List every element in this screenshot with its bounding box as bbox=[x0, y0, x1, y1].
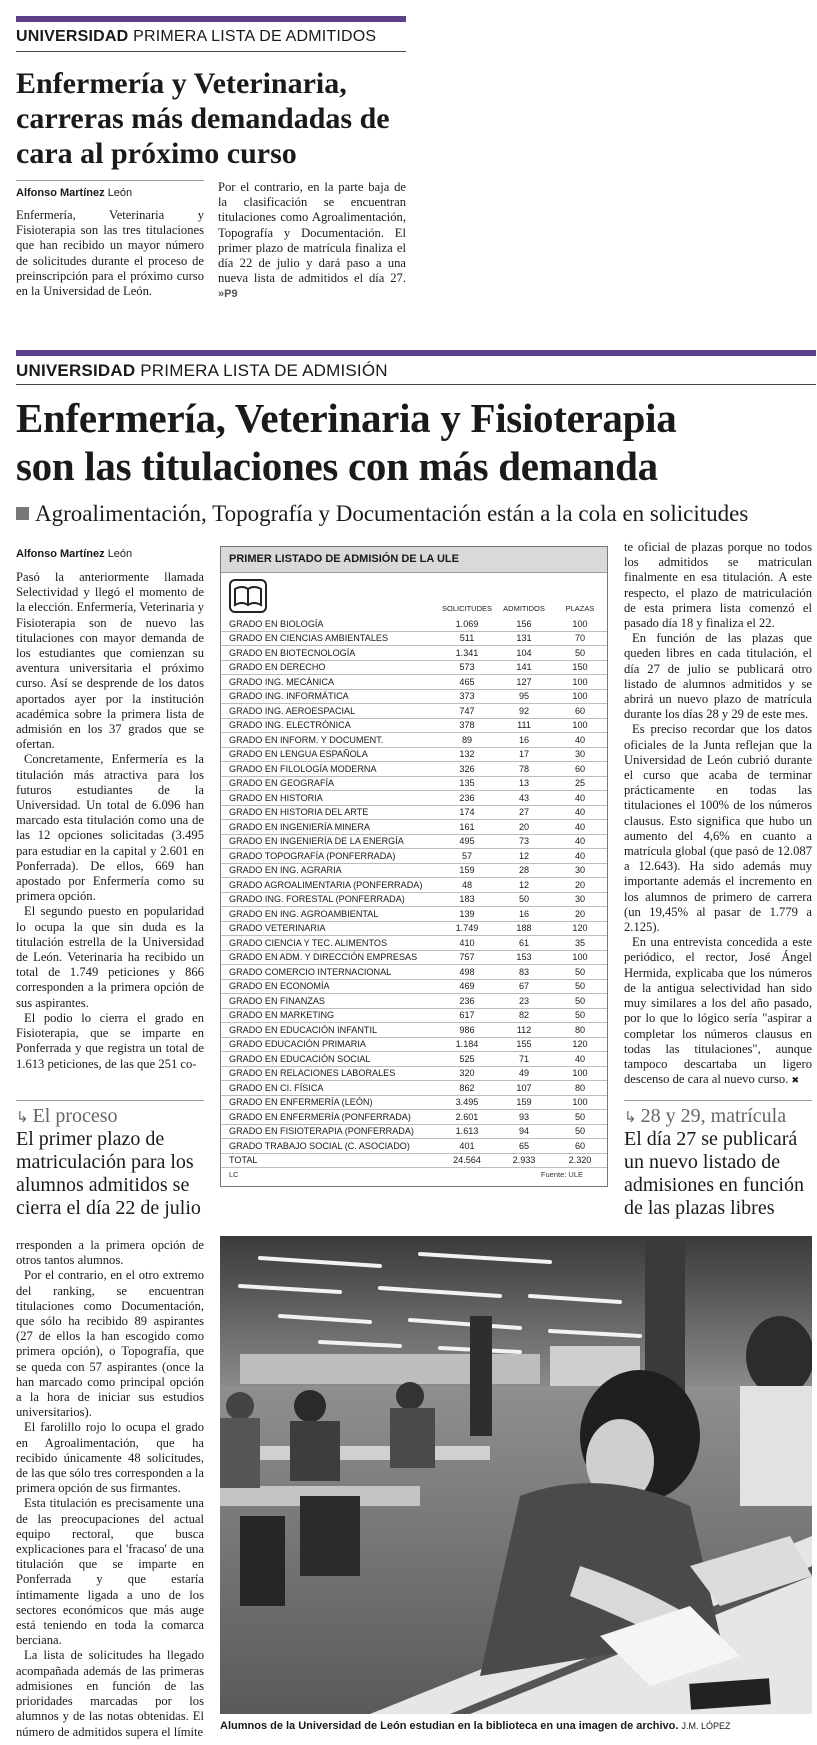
table-row bbox=[221, 979, 607, 994]
plazas-value: 40 bbox=[553, 733, 607, 748]
degree-name: GRADO EN ING. AGROAMBIENTAL bbox=[221, 907, 439, 922]
solicitudes-value: 183 bbox=[439, 892, 495, 907]
main-col3-p1: te oficial de plazas porque no todos los admitidos se matriculan finalmente en esa titulación. A este respecto, el plazo de matriculación de esta primera lista comenzó el pasado día 18 y finaliza el 22. bbox=[624, 540, 812, 631]
admitidos-value: 155 bbox=[495, 1037, 553, 1052]
end-mark: ✖ bbox=[791, 1075, 800, 1086]
top-headline: Enfermería y Veterinaria, carreras más demandadas de cara al próximo curso bbox=[16, 67, 390, 170]
degree-name: GRADO ING. INFORMÁTICA bbox=[221, 689, 439, 704]
plazas-value: 100 bbox=[553, 675, 607, 690]
table-row bbox=[221, 1139, 607, 1154]
table-row bbox=[221, 660, 607, 675]
table-row bbox=[221, 965, 607, 980]
main-col1b-p3: El farolillo rojo lo ocupa el grado en Agroalimentación, que ha recibido únicamente 48 solicitudes, de las que sólo tres corresponden a la primera opción de sus firmantes. bbox=[16, 1420, 204, 1496]
admitidos-value: 23 bbox=[495, 994, 553, 1009]
plazas-value: 50 bbox=[553, 1008, 607, 1023]
solicitudes-value: 1.341 bbox=[439, 646, 495, 661]
table-row bbox=[221, 762, 607, 777]
main-byline bbox=[16, 548, 132, 560]
degree-name: GRADO EN FISIOTERAPIA (PONFERRADA) bbox=[221, 1124, 439, 1139]
degree-name: GRADO ING. ELECTRÓNICA bbox=[221, 718, 439, 733]
admitidos-value: 28 bbox=[495, 863, 553, 878]
main-kicker-rule bbox=[16, 384, 816, 385]
main-subhead-text: Agroalimentación, Topografía y Documentación están a la cola en solicitudes bbox=[35, 501, 749, 526]
arrow-return-icon: ↳ bbox=[16, 1108, 29, 1126]
plazas-value: 50 bbox=[553, 994, 607, 1009]
photo-credit: J.M. LÓPEZ bbox=[681, 1721, 731, 1731]
admitidos-value: 71 bbox=[495, 1052, 553, 1067]
solicitudes-value: 3.495 bbox=[439, 1095, 495, 1110]
admitidos-value: 153 bbox=[495, 950, 553, 965]
plazas-value: 100 bbox=[553, 950, 607, 965]
main-col3-p4: En una entrevista concedida a este periódico, el rector, José Ángel Hermida, explicaba que los números de la antigua selectividad han sido muy similares a los del año pasado, por lo que lo lógico sería "aspirar a completar los números clausus en todas las titulaciones", aunque tampoco descartaba un ligero descenso de cara al nuevo curso. bbox=[624, 935, 812, 1087]
table-row bbox=[221, 878, 607, 893]
plazas-value: 40 bbox=[553, 834, 607, 849]
degree-name: GRADO EN FINANZAS bbox=[221, 994, 439, 1009]
degree-name: GRADO EN ADM. Y DIRECCIÓN EMPRESAS bbox=[221, 950, 439, 965]
pull-quote-right bbox=[624, 1100, 812, 1220]
main-col3-p3: Es preciso recordar que los datos oficiales de la Junta reflejan que la Universidad de León cubrió durante el curso que acaba de terminar prácticamente en todas las titulaciones el 100% de los números clausus. Esto significa que hubo un aumento del 4,6% en cuanto a matrícula global (que pasó de 12.087 a 12.643). Ha sido además muy importante además el incremento en los alumnos de primero de carrera (un 19,45% al pasar de 1.779 a 2.125). bbox=[624, 722, 812, 935]
table-row bbox=[221, 1095, 607, 1110]
solicitudes-value: 401 bbox=[439, 1139, 495, 1154]
plazas-value: 150 bbox=[553, 660, 607, 675]
main-col1-p4: El podio lo cierra el grado en Fisioterapia, que se imparte en Ponferrada y que registra un total de 1.613 peticiones, de las que 251 co- bbox=[16, 1010, 204, 1071]
degree-name: GRADO EN BIOTECNOLOGÍA bbox=[221, 646, 439, 661]
solicitudes-value: 1.613 bbox=[439, 1124, 495, 1139]
solicitudes-value: 320 bbox=[439, 1066, 495, 1081]
plazas-value: 80 bbox=[553, 1081, 607, 1096]
subhead-bullet bbox=[16, 507, 29, 520]
degree-name: GRADO TOPOGRAFÍA (PONFERRADA) bbox=[221, 849, 439, 864]
solicitudes-value: 862 bbox=[439, 1081, 495, 1096]
main-col1-p3: El segundo puesto en popularidad lo ocupa la que sin duda es la titulación estrella de la Universidad de León. Veterinaria ha recibido un total de 1.749 peticiones y 866 corresponden a la primera opción de sus aspirantes. bbox=[16, 904, 204, 1010]
table-row bbox=[221, 689, 607, 704]
table-source: Fuente: ULE bbox=[540, 1170, 583, 1179]
degree-name: GRADO EN FILOLOGÍA MODERNA bbox=[221, 762, 439, 777]
plazas-value: 80 bbox=[553, 1023, 607, 1038]
solicitudes-value: 89 bbox=[439, 733, 495, 748]
table-row bbox=[221, 1066, 607, 1081]
admitidos-value: 159 bbox=[495, 1095, 553, 1110]
col-admitidos: ADMITIDOS bbox=[503, 604, 545, 613]
total-plazas: 2.320 bbox=[553, 1153, 607, 1168]
solicitudes-value: 236 bbox=[439, 994, 495, 1009]
main-col1b-p5: La lista de solicitudes ha llegado acompañada además de las primeras admisiones en función de las prioridades marcadas por los alumnos y de las notas obtenidas. El número de admitidos supera el límite bbox=[16, 1648, 204, 1739]
solicitudes-value: 525 bbox=[439, 1052, 495, 1067]
top-city: León bbox=[107, 187, 133, 199]
plazas-value: 40 bbox=[553, 849, 607, 864]
plazas-value: 35 bbox=[553, 936, 607, 951]
plazas-value: 50 bbox=[553, 965, 607, 980]
solicitudes-value: 511 bbox=[439, 631, 495, 646]
admitidos-value: 111 bbox=[495, 718, 553, 733]
table-row bbox=[221, 1008, 607, 1023]
solicitudes-value: 135 bbox=[439, 776, 495, 791]
table-row bbox=[221, 776, 607, 791]
main-section-name: UNIVERSIDAD bbox=[16, 361, 136, 380]
pull-right-kicker: 28 y 29, matrícula bbox=[640, 1105, 787, 1127]
top-author: Alfonso Martínez bbox=[16, 187, 105, 199]
top-col2-text: Por el contrario, en la parte baja de la clasificación se encuentran titulaciones como Agroalimentación, Topografía y Documentación. El primer plazo de matrícula finaliza el día 22 de julio y dará paso a una nueva lista de admitidos el día 27. bbox=[218, 180, 406, 286]
solicitudes-value: 573 bbox=[439, 660, 495, 675]
main-col1b-p4: Esta titulación es precisamente una de las preocupaciones del actual equipo rectoral, que busca explicaciones para el 'fracaso' de una titulación que se imparte en Ponferrada y que estaría íntimamente ligada a uno de los sectores económicos que más auge está teniendo en toda la comarca berciana. bbox=[16, 1496, 204, 1648]
table-row bbox=[221, 718, 607, 733]
table-body bbox=[221, 617, 607, 1168]
admitidos-value: 49 bbox=[495, 1066, 553, 1081]
admitidos-value: 13 bbox=[495, 776, 553, 791]
library-photo-illustration bbox=[220, 1236, 812, 1714]
table-row bbox=[221, 1110, 607, 1125]
main-section-sub: PRIMERA LISTA DE ADMISIÓN bbox=[140, 361, 388, 380]
admitidos-value: 50 bbox=[495, 892, 553, 907]
plazas-value: 40 bbox=[553, 805, 607, 820]
degree-name: GRADO EN EDUCACIÓN INFANTIL bbox=[221, 1023, 439, 1038]
admitidos-value: 67 bbox=[495, 979, 553, 994]
admitidos-value: 127 bbox=[495, 675, 553, 690]
col-plazas: PLAZAS bbox=[565, 604, 595, 613]
admitidos-value: 92 bbox=[495, 704, 553, 719]
degree-name: GRADO EN BIOLOGÍA bbox=[221, 617, 439, 631]
plazas-value: 60 bbox=[553, 762, 607, 777]
pull-left-kicker: El proceso bbox=[32, 1105, 118, 1127]
table-row bbox=[221, 1023, 607, 1038]
admitidos-value: 82 bbox=[495, 1008, 553, 1023]
top-section-name: UNIVERSIDAD bbox=[16, 28, 129, 45]
top-byline bbox=[16, 187, 132, 199]
degree-name: GRADO EN ENFERMERÍA (PONFERRADA) bbox=[221, 1110, 439, 1125]
admitidos-value: 104 bbox=[495, 646, 553, 661]
table-row bbox=[221, 631, 607, 646]
table-row bbox=[221, 805, 607, 820]
solicitudes-value: 139 bbox=[439, 907, 495, 922]
main-city: León bbox=[107, 548, 133, 560]
admitidos-value: 141 bbox=[495, 660, 553, 675]
degree-name: GRADO ING. MECÁNICA bbox=[221, 675, 439, 690]
table-row bbox=[221, 849, 607, 864]
admitidos-value: 73 bbox=[495, 834, 553, 849]
top-section-kicker bbox=[16, 28, 376, 46]
admitidos-value: 43 bbox=[495, 791, 553, 806]
library-photo bbox=[220, 1236, 812, 1714]
arrow-return-icon: ↳ bbox=[624, 1108, 637, 1126]
table-credit: LC bbox=[229, 1170, 239, 1179]
admission-table bbox=[220, 546, 608, 1187]
admitidos-value: 94 bbox=[495, 1124, 553, 1139]
plazas-value: 50 bbox=[553, 1110, 607, 1125]
table-row bbox=[221, 1124, 607, 1139]
table-row bbox=[221, 733, 607, 748]
table-row bbox=[221, 907, 607, 922]
solicitudes-value: 378 bbox=[439, 718, 495, 733]
main-col3-p2: En función de las plazas que queden libres en cada titulación, el día 27 de julio se publicará otro listado de alumnos admitidos y se abrirá un nuevo plazo de matrícula durante los días 28 y 29 de este mes. bbox=[624, 631, 812, 722]
solicitudes-value: 159 bbox=[439, 863, 495, 878]
table-total-row bbox=[221, 1153, 607, 1168]
table-row bbox=[221, 834, 607, 849]
plazas-value: 25 bbox=[553, 776, 607, 791]
total-admitidos: 2.933 bbox=[495, 1153, 553, 1168]
solicitudes-value: 757 bbox=[439, 950, 495, 965]
plazas-value: 100 bbox=[553, 689, 607, 704]
table-row bbox=[221, 820, 607, 835]
admitidos-value: 17 bbox=[495, 747, 553, 762]
admitidos-value: 12 bbox=[495, 849, 553, 864]
table-row bbox=[221, 646, 607, 661]
degree-name: GRADO EN CIENCIAS AMBIENTALES bbox=[221, 631, 439, 646]
admitidos-value: 112 bbox=[495, 1023, 553, 1038]
total-solicitudes: 24.564 bbox=[439, 1153, 495, 1168]
solicitudes-value: 498 bbox=[439, 965, 495, 980]
degree-name: GRADO COMERCIO INTERNACIONAL bbox=[221, 965, 439, 980]
admitidos-value: 65 bbox=[495, 1139, 553, 1154]
main-col1b bbox=[16, 1238, 204, 1740]
plazas-value: 60 bbox=[553, 704, 607, 719]
main-col1b-p1: rresponden a la primera opción de otros tantos alumnos. bbox=[16, 1238, 204, 1268]
table-row bbox=[221, 994, 607, 1009]
photo-caption bbox=[220, 1720, 731, 1732]
plazas-value: 50 bbox=[553, 979, 607, 994]
degree-name: GRADO EN ENFERMERÍA (LEÓN) bbox=[221, 1095, 439, 1110]
table-header-row bbox=[221, 573, 607, 617]
admitidos-value: 188 bbox=[495, 921, 553, 936]
solicitudes-value: 617 bbox=[439, 1008, 495, 1023]
main-subhead bbox=[16, 500, 748, 528]
solicitudes-value: 174 bbox=[439, 805, 495, 820]
plazas-value: 100 bbox=[553, 617, 607, 631]
top-col1-text: Enfermería, Veterinaria y Fisioterapia son las tres titulaciones que han recibido un mayor número de solicitudes durante el proceso de preinscripción para el próximo curso en la Universidad de León. bbox=[16, 208, 204, 299]
plazas-value: 30 bbox=[553, 892, 607, 907]
top-section-rule bbox=[16, 16, 406, 22]
top-kicker-rule bbox=[16, 51, 406, 52]
degree-name: GRADO EN ING. AGRARIA bbox=[221, 863, 439, 878]
degree-name: GRADO EN CI. FÍSICA bbox=[221, 1081, 439, 1096]
degree-name: GRADO EN INGENIERÍA DE LA ENERGÍA bbox=[221, 834, 439, 849]
solicitudes-value: 1.749 bbox=[439, 921, 495, 936]
main-author: Alfonso Martínez bbox=[16, 548, 105, 560]
admitidos-value: 107 bbox=[495, 1081, 553, 1096]
table-row bbox=[221, 863, 607, 878]
plazas-value: 30 bbox=[553, 747, 607, 762]
admitidos-value: 16 bbox=[495, 733, 553, 748]
page-ref: »P9 bbox=[218, 288, 238, 301]
degree-name: GRADO EN HISTORIA bbox=[221, 791, 439, 806]
plazas-value: 50 bbox=[553, 646, 607, 661]
solicitudes-value: 132 bbox=[439, 747, 495, 762]
solicitudes-value: 465 bbox=[439, 675, 495, 690]
table-row bbox=[221, 747, 607, 762]
plazas-value: 40 bbox=[553, 820, 607, 835]
book-icon bbox=[229, 579, 267, 613]
table-row bbox=[221, 921, 607, 936]
table-row bbox=[221, 791, 607, 806]
plazas-value: 100 bbox=[553, 1066, 607, 1081]
degree-name: GRADO EN ECONOMÍA bbox=[221, 979, 439, 994]
admitidos-value: 83 bbox=[495, 965, 553, 980]
table-row bbox=[221, 1052, 607, 1067]
table-title: PRIMER LISTADO DE ADMISIÓN DE LA ULE bbox=[221, 547, 607, 573]
plazas-value: 20 bbox=[553, 878, 607, 893]
degree-name: GRADO EN RELACIONES LABORALES bbox=[221, 1066, 439, 1081]
degree-name: GRADO AGROALIMENTARIA (PONFERRADA) bbox=[221, 878, 439, 893]
degree-name: GRADO VETERINARIA bbox=[221, 921, 439, 936]
table-row bbox=[221, 675, 607, 690]
plazas-value: 60 bbox=[553, 1139, 607, 1154]
photo-caption-text: Alumnos de la Universidad de León estudian en la biblioteca en una imagen de archivo. bbox=[220, 1720, 679, 1732]
top-col2 bbox=[218, 180, 406, 303]
admitidos-value: 27 bbox=[495, 805, 553, 820]
degree-name: GRADO ING. AEROESPACIAL bbox=[221, 704, 439, 719]
main-col1-p2: Concretamente, Enfermería es la titulación más atractiva para los futuros estudiantes de la Universidad. Un total de 6.096 han marcado esta titulación como una de las 12 opciones solicitadas (3.495 para estudiar en la capital y 2.601 en Ponferrada). De ellos, 669 han apostado por Enfermería como su primera opción. bbox=[16, 752, 204, 904]
plazas-value: 30 bbox=[553, 863, 607, 878]
table-row bbox=[221, 892, 607, 907]
degree-name: GRADO EN INFORM. Y DOCUMENT. bbox=[221, 733, 439, 748]
table-row bbox=[221, 617, 607, 631]
plazas-value: 100 bbox=[553, 718, 607, 733]
table-row bbox=[221, 950, 607, 965]
admitidos-value: 16 bbox=[495, 907, 553, 922]
main-headline-line2: son las titulaciones con más demanda bbox=[16, 443, 658, 489]
main-section-rule bbox=[16, 350, 816, 356]
degree-name: GRADO ING. FORESTAL (PONFERRADA) bbox=[221, 892, 439, 907]
table-row bbox=[221, 1081, 607, 1096]
solicitudes-value: 373 bbox=[439, 689, 495, 704]
main-headline-line1: Enfermería, Veterinaria y Fisioterapia bbox=[16, 395, 677, 441]
main-section-kicker bbox=[16, 361, 388, 381]
plazas-value: 70 bbox=[553, 631, 607, 646]
plazas-value: 50 bbox=[553, 1124, 607, 1139]
col-solicitudes: SOLICITUDES bbox=[441, 604, 492, 613]
solicitudes-value: 1.184 bbox=[439, 1037, 495, 1052]
plazas-value: 20 bbox=[553, 907, 607, 922]
plazas-value: 120 bbox=[553, 1037, 607, 1052]
degree-name: GRADO CIENCIA Y TEC. ALIMENTOS bbox=[221, 936, 439, 951]
main-col1-p1: Pasó la anteriormente llamada Selectividad y llegó el momento de la elección. Enfermería, Veterinaria y Fisioterapia son de nuevo las titulaciones con mayor demanda de los estudiantes que comienzan su aventura universitaria el próximo curso. Así se desprende de los datos aportados ayer por la institución académica sobre la primera lista de admisión en los 37 grados que se ofertan. bbox=[16, 570, 204, 752]
table-row bbox=[221, 704, 607, 719]
plazas-value: 40 bbox=[553, 1052, 607, 1067]
solicitudes-value: 747 bbox=[439, 704, 495, 719]
total-label: TOTAL bbox=[221, 1153, 439, 1168]
table-footer bbox=[221, 1168, 607, 1186]
pull-right-text: El día 27 se publicará un nuevo listado de admisiones en función de las plazas libres bbox=[624, 1128, 804, 1219]
solicitudes-value: 161 bbox=[439, 820, 495, 835]
degree-name: GRADO EN MARKETING bbox=[221, 1008, 439, 1023]
plazas-value: 100 bbox=[553, 1095, 607, 1110]
pull-quote-left bbox=[16, 1100, 204, 1220]
degree-name: GRADO EN LENGUA ESPAÑOLA bbox=[221, 747, 439, 762]
solicitudes-value: 326 bbox=[439, 762, 495, 777]
pull-left-text: El primer plazo de matriculación para los alumnos admitidos se cierra el día 22 de julio bbox=[16, 1128, 201, 1219]
degree-name: GRADO EN GEOGRAFÍA bbox=[221, 776, 439, 791]
plazas-value: 40 bbox=[553, 791, 607, 806]
admitidos-value: 20 bbox=[495, 820, 553, 835]
top-section-sub: PRIMERA LISTA DE ADMITIDOS bbox=[133, 28, 377, 45]
solicitudes-value: 495 bbox=[439, 834, 495, 849]
solicitudes-value: 469 bbox=[439, 979, 495, 994]
top-col1 bbox=[16, 208, 204, 299]
table-row bbox=[221, 1037, 607, 1052]
admitidos-value: 78 bbox=[495, 762, 553, 777]
admitidos-value: 12 bbox=[495, 878, 553, 893]
top-byline-rule bbox=[16, 180, 204, 181]
solicitudes-value: 1.069 bbox=[439, 617, 495, 631]
degree-name: GRADO EDUCACIÓN PRIMARIA bbox=[221, 1037, 439, 1052]
solicitudes-value: 986 bbox=[439, 1023, 495, 1038]
degree-name: GRADO EN DERECHO bbox=[221, 660, 439, 675]
main-col3 bbox=[624, 540, 812, 1088]
degree-name: GRADO EN EDUCACIÓN SOCIAL bbox=[221, 1052, 439, 1067]
solicitudes-value: 2.601 bbox=[439, 1110, 495, 1125]
main-col1 bbox=[16, 570, 204, 1072]
solicitudes-value: 57 bbox=[439, 849, 495, 864]
solicitudes-value: 410 bbox=[439, 936, 495, 951]
admitidos-value: 61 bbox=[495, 936, 553, 951]
admitidos-value: 95 bbox=[495, 689, 553, 704]
table-row bbox=[221, 936, 607, 951]
degree-name: GRADO EN HISTORIA DEL ARTE bbox=[221, 805, 439, 820]
main-col1b-p2: Por el contrario, en el otro extremo del ranking, se encuentran titulaciones como Documentación, que sólo ha recibido 89 aspirantes (27 de ellos la han escogido como primera opción), o Topografía, que se queda con 57 aspirantes (once la han marcado como principal opción a la hora de iniciar sus estudios universitarios). bbox=[16, 1268, 204, 1420]
solicitudes-value: 236 bbox=[439, 791, 495, 806]
degree-name: GRADO EN INGENIERÍA MINERA bbox=[221, 820, 439, 835]
solicitudes-value: 48 bbox=[439, 878, 495, 893]
admitidos-value: 131 bbox=[495, 631, 553, 646]
admitidos-value: 156 bbox=[495, 617, 553, 631]
plazas-value: 120 bbox=[553, 921, 607, 936]
degree-name: GRADO TRABAJO SOCIAL (C. ASOCIADO) bbox=[221, 1139, 439, 1154]
admitidos-value: 93 bbox=[495, 1110, 553, 1125]
